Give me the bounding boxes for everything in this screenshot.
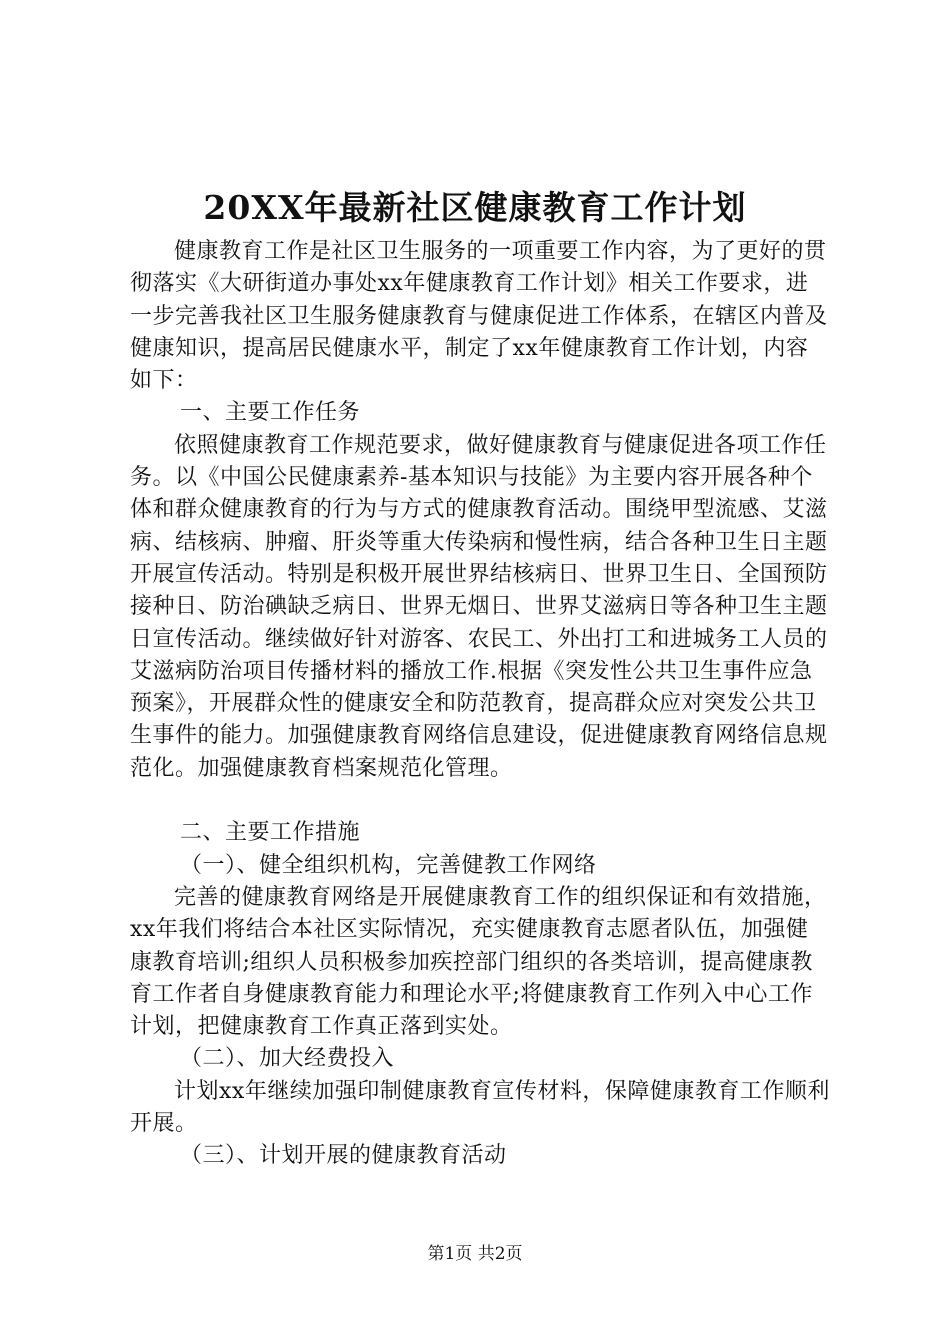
- blank-line: [130, 785, 830, 817]
- funding-paragraph: 计划xx年继续加强印制健康教育宣传材料，保障健康教育工作顺利开展。: [130, 1078, 830, 1137]
- section-heading-main-measures: 二、主要工作措施: [180, 820, 361, 846]
- intro-paragraph: 健康教育工作是社区卫生服务的一项重要工作内容，为了更好的贯彻落实《大研街道办事处xx年健康教育工作计划》相关工作要求，进一步完善我社区卫生服务健康教育与健康促进工作体系，在辖区内普及健康知识，提高居民健康水平，制定了xx年健康教育工作计划，内容如下：: [130, 239, 828, 394]
- section-heading-main-tasks: 一、主要工作任务: [180, 400, 361, 426]
- organization-paragraph: 完善的健康教育网络是开展健康教育工作的组织保证和有效措施，xx年我们将结合本社区实际情况，充实健康教育志愿者队伍，加强健康教育培训;组织人员积极参加疾控部门组织的各类培训，提高健康教育工作者自身健康教育能力和理论水平;将健康教育工作列入中心工作计划，把健康教育工作真正落到实处。: [130, 884, 827, 1040]
- document-body: [130, 236, 830, 1173]
- document-title: 20XX年最新社区健康教育工作计划: [203, 188, 747, 227]
- subsection-heading-activities: （三）、计划开展的健康教育活动: [180, 1143, 507, 1169]
- main-tasks-paragraph: 依照健康教育工作规范要求，做好健康教育与健康促进各项工作任务。以《中国公民健康素养-基本知识与技能》为主要内容开展各种个体和群众健康教育的行为与方式的健康教育活动。围绕甲型流感、艾滋病、结核病、肿瘤、肝炎等重大传染病和慢性病，结合各种卫生日主题开展宣传活动。特别是积极开展世界结核病日、世界卫生日、全国预防接种日、防治碘缺乏病日、世界无烟日、世界艾滋病日等各种卫生主题日宣传活动。继续做好针对游客、农民工、外出打工和进城务工人员的艾滋病防治项目传播材料的播放工作.根据《突发性公共卫生事件应急预案》，开展群众性的健康安全和防范教育，提高群众应对突发公共卫生事件的能力。加强健康教育网络信息建设，促进健康教育网络信息规范化。加强健康教育档案规范化管理。: [130, 432, 828, 781]
- page-number-footer: 第1页 共2页: [427, 1244, 523, 1264]
- subsection-heading-funding: （二）、加大经费投入: [180, 1046, 395, 1072]
- subsection-heading-organization: （一）、健全组织机构，完善健教工作网络: [180, 852, 597, 878]
